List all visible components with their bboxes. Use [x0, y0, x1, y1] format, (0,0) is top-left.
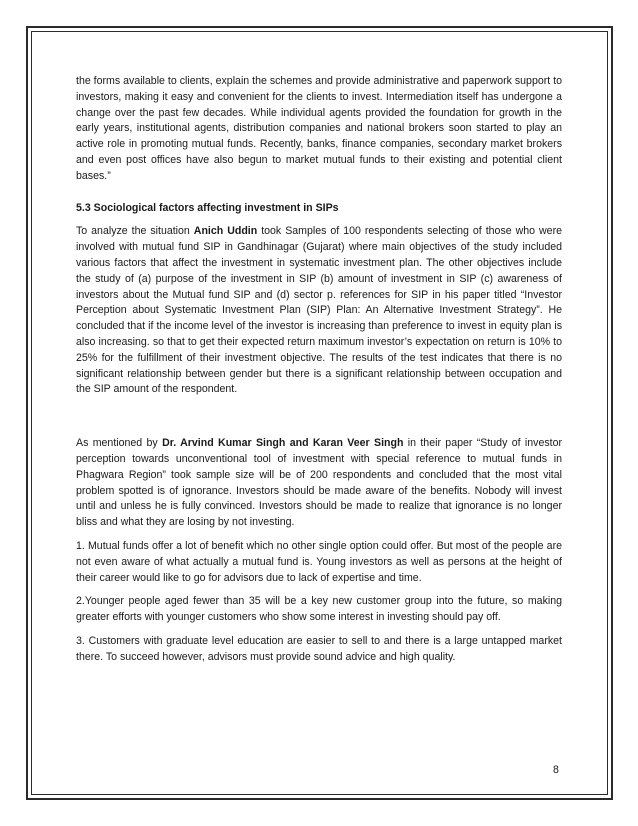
authors-bold: Dr. Arvind Kumar Singh and Karan Veer Singh: [162, 437, 404, 450]
paragraph-point-2: 2.Younger people aged fewer than 35 will be a key new customer group into the future, so making greater efforts with younger customers who show some interest in investing should pay off.: [76, 595, 562, 624]
paragraph-anich-uddin: To analyze the situation Anich Uddin took Samples of 100 respondents selecting of those who were involved with mutual fund SIP in Gandhinagar (Gujarat) where main objectives of the study included various factors that affect the investment in systematic investment plan. The other objectives include the study of (a) purpose of the investment in SIP (b) amount of investment in SIP (c) awareness of investors about the Mutual fund SIP and (d) sector p. references for SIP in his paper titled “Investor Perception about Systematic Investment Plan (SIP) Plan: An Alternative Investment Strategy”. He concluded that if the income level of the investor is increasing than preference to invest in equity plan is also increasing. so that to get their expected return maximum investor’s expectation on return is 10% to 25% for the fulfillment of their investment objective. The results of the test indicates that there is no significant relationship between gender but there is a significant relationship between occupation and the SIP amount of the respondent.: [76, 225, 562, 396]
page-number: 8: [553, 764, 559, 776]
paragraph-singh: As mentioned by Dr. Arvind Kumar Singh and Karan Veer Singh in their paper “Study of investor perception towards unconventional tool of investment with special reference to mutual funds in Phagwara Region” took sample size will be of 200 respondents and concluded that the most vital problem spotted is of ignorance. Investors should be made aware of the benefits. Nobody will invest until and unless he is fully convinced. Investors should be made to realize that ignorance is no longer bliss and what they are losing by not investing.: [76, 437, 562, 529]
section-heading: 5.3 Sociological factors affecting investment in SIPs: [76, 201, 339, 214]
author-name-bold: Anich Uddin: [193, 225, 258, 238]
paragraph-intermediation: the forms available to clients, explain the schemes and provide administrative and paperwork support to investors, making it easy and convenient for the clients to invest. Intermediation itself has undergone a change over the past few decades. While individual agents provided the foundation for growth in the early years, institutional agents, distribution companies and national brokers soon started to play an active role in promoting mutual funds. Recently, banks, finance companies, secondary market brokers and even post offices have also begun to market mutual funds to their existing and potential client bases.”: [76, 75, 562, 182]
spacer: [76, 406, 562, 436]
document-body: [76, 74, 562, 674]
paragraph-point-1: 1. Mutual funds offer a lot of benefit which no other single option could offer. But most of the people are not even aware of what actually a mutual fund is. Young investors as well as persons at the height of their career would like to go for advisors due to lack of expertise and time.: [76, 539, 562, 584]
paragraph-point-3: 3. Customers with graduate level education are easier to sell to and there is a large untapped market there. To succeed however, advisors must provide sound advice and high quality.: [76, 634, 562, 663]
